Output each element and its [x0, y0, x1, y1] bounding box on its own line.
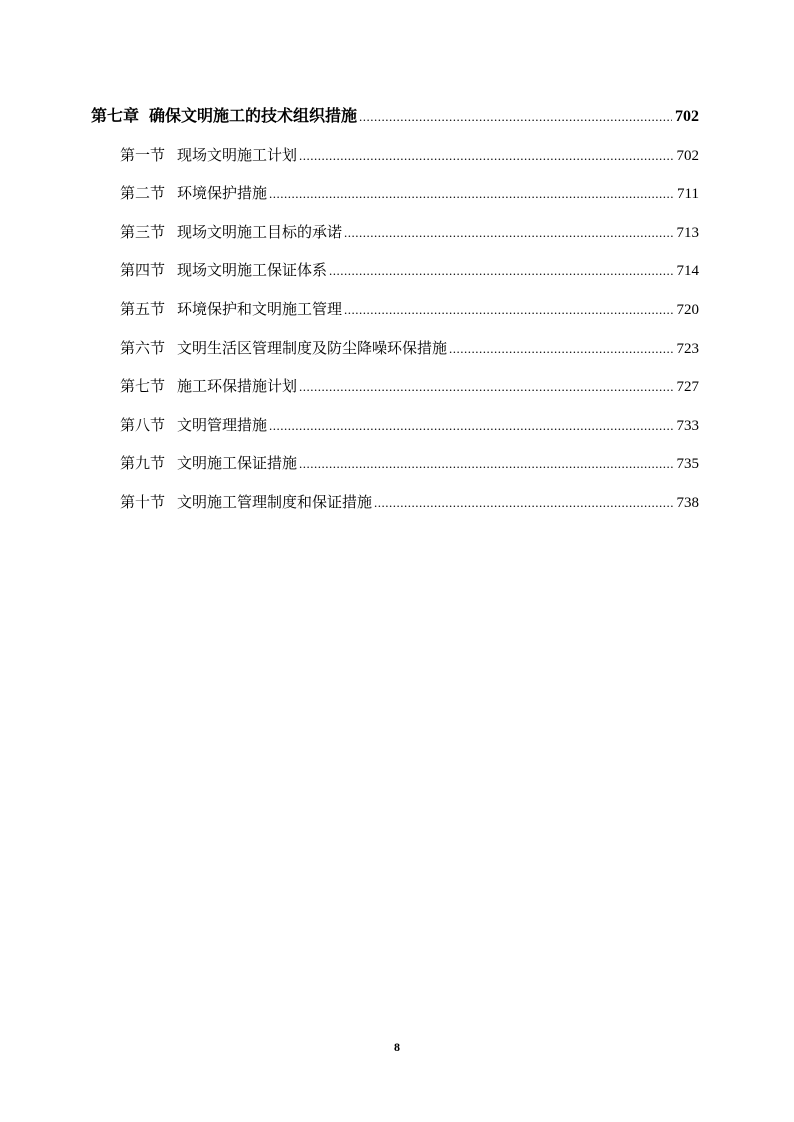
chapter-page-number: 702	[675, 108, 699, 125]
toc-section-entry[interactable]	[120, 221, 699, 243]
dot-leader	[374, 492, 673, 514]
section-number: 第四节	[120, 261, 166, 279]
dot-leader	[329, 260, 673, 282]
section-number: 第二节	[120, 184, 166, 202]
chapter-number: 第七章	[91, 106, 140, 125]
section-page-number: 723	[676, 341, 699, 357]
dot-leader	[299, 145, 673, 167]
dot-leader	[344, 222, 673, 244]
section-title: 现场文明施工计划	[177, 146, 298, 164]
section-number: 第一节	[120, 146, 166, 164]
toc-section-entry[interactable]	[120, 298, 699, 320]
toc-section-entry[interactable]	[120, 375, 699, 397]
dot-leader	[269, 415, 673, 437]
section-title: 现场文明施工保证体系	[177, 261, 328, 279]
section-number: 第十节	[120, 493, 166, 511]
section-number: 第九节	[120, 454, 166, 472]
section-title: 施工环保措施计划	[177, 377, 298, 395]
toc-section-entry[interactable]	[120, 144, 699, 166]
section-page-number: 711	[677, 186, 699, 202]
chapter-title: 确保文明施工的技术组织措施	[149, 106, 358, 125]
section-number: 第七节	[120, 377, 166, 395]
toc-chapter-entry[interactable]	[91, 105, 699, 127]
toc-section-entry[interactable]	[120, 182, 699, 204]
section-title: 环境保护和文明施工管理	[177, 300, 343, 318]
dot-leader	[299, 376, 673, 398]
section-page-number: 733	[676, 418, 699, 434]
page-number: 8	[394, 1040, 400, 1054]
section-title: 文明生活区管理制度及防尘降噪环保措施	[177, 339, 448, 357]
toc-section-entry[interactable]	[120, 414, 699, 436]
toc-section-entry[interactable]	[120, 491, 699, 513]
section-page-number: 713	[676, 225, 699, 241]
section-number: 第三节	[120, 223, 166, 241]
section-number: 第五节	[120, 300, 166, 318]
section-title: 文明施工管理制度和保证措施	[177, 493, 373, 511]
section-page-number: 702	[676, 148, 699, 164]
section-title: 文明管理措施	[177, 416, 268, 434]
dot-leader	[449, 338, 673, 360]
section-page-number: 727	[676, 379, 699, 395]
section-title: 现场文明施工目标的承诺	[177, 223, 343, 241]
section-page-number: 720	[676, 302, 699, 318]
section-page-number: 714	[676, 263, 699, 279]
toc-section-entry[interactable]	[120, 452, 699, 474]
section-title: 文明施工保证措施	[177, 454, 298, 472]
section-title: 环境保护措施	[177, 184, 268, 202]
dot-leader	[299, 453, 673, 475]
toc-section-entry[interactable]	[120, 259, 699, 281]
dot-leader	[359, 106, 672, 128]
toc-section-entry[interactable]	[120, 337, 699, 359]
section-page-number: 735	[676, 456, 699, 472]
dot-leader	[269, 183, 674, 205]
section-page-number: 738	[676, 495, 699, 511]
section-number: 第六节	[120, 339, 166, 357]
section-number: 第八节	[120, 416, 166, 434]
dot-leader	[344, 299, 673, 321]
